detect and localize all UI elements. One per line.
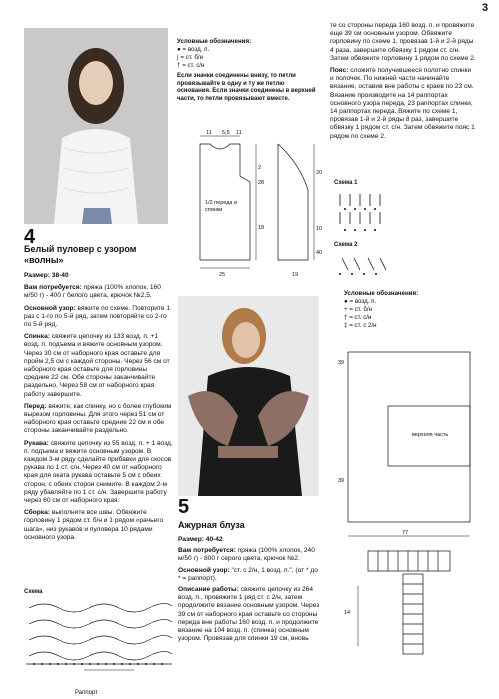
legend-item: † = ст. с/н	[177, 62, 205, 69]
model-image	[24, 28, 168, 224]
part-label: 1/2 переда и спинки	[205, 200, 238, 213]
dim-label: 20	[316, 170, 323, 176]
part-label: верхняя часть	[412, 432, 449, 438]
page-number: 3	[482, 2, 489, 14]
legend-item: ● = возд. п.	[344, 298, 377, 305]
sleeves-block: Рукава: свяжите цепочку из 55 возд. п. + 1 возд. п. подъема и вяжите основным узором. В каждом 3-м ряду сделайте прибавки для скосов рукава по 1 ст. с/н. Через 40 см от наборного края для оката рукава оставьте 5 см с обеих сторон, с обеих сторон снимите. В каждом 2-м ряду убавляйте по 1 ст. с/н. Завершите работу через 60 см от наборного края.	[24, 439, 173, 505]
work-block: Описание работы: свяжите цепочку из 264 возд. п., провяжите 1 ряд ст. с 2/н, затем продолжите вязание основным узором. Через 39 см от наборного края оставьте со стороны переда вне работы 160 возд. п. и продолжите вязание на 104 возд. п. (спинка) основным узором. Провязав для спинки 19 см, вновь	[178, 586, 320, 643]
dim-label: 11	[206, 130, 212, 136]
legend-item: ● = возд. п.	[177, 46, 210, 53]
back-block: Спинка: свяжите цепочку из 133 возд. п. +1 возд. п. подъема и вяжите основным узором. Через 30 см от наборного края оставьте для пройм 2,5 см с каждой стороны. Через 56 см от наборного края оставьте для горловины средние 22 см. Обе стороны заканчивайте раздельно. Через 58 см от наборного края работу завершите.	[24, 333, 170, 398]
right-paragraph-1: те со стороны переда 160 возд. п. и провяжите еще 39 см основным узором. Обвяжите горловину по схеме 1, провязав 1-й и 2-й ряды 4 раза, завершите обвязку 1 рядом ст. с/н. Затем обвяжите горловину 1 рядом по схеме 2.	[330, 22, 476, 62]
scheme1-label: Схема 1	[334, 180, 358, 186]
project-title: Белый пуловер с узором «волны»	[24, 244, 137, 265]
materials-block: Вам потребуется: пряжа (100% хлопок, 240 м/50 г) - 800 г серого цвета, крючок №2.	[178, 547, 315, 563]
stitch-chart-scheme1	[334, 190, 394, 234]
photo-white-pullover	[24, 28, 168, 224]
photo-lace-blouse	[178, 296, 319, 496]
dim-label: 18	[258, 225, 265, 231]
project-number: 4	[24, 226, 36, 248]
dim-label: 11	[236, 130, 242, 136]
dim-label: 25	[219, 272, 226, 278]
scheme2-label: Схема 2	[334, 242, 358, 248]
dim-label: 40	[316, 250, 323, 256]
stitch-chart-scheme2	[334, 252, 394, 278]
legend-note: Если значки соединены внизу, то петли провязывайте в одну и ту же петлю основания. Если значки соединены в верхней части, то петли провязывают вместе.	[177, 73, 316, 102]
legend-item: + = ст. б/н	[344, 306, 373, 313]
legend-item: | = ст. б/н	[177, 54, 204, 61]
dim-label: 2	[258, 165, 262, 171]
belt-block: Пояс: сложите получившееся полотно спинки и полочек. По нижней части начинайте вязание, оставив вне работы с краев по 23 см. Вязание производите на 14 раппортах основного узора переда, 23 раппортах спинки, 14 раппортах переда. Вяжите по схеме 1, провязав 1-й и 2-й ряды 8 раз, завершите обвязку 1 рядом ст. с/н. Затем обвяжите пояс 1 рядом по схеме 2.	[330, 67, 475, 140]
main-pattern-block: Основной узор: вяжите по схеме. Повторите 1 раз с 1-го по 5-й ряд, затем повторяйте со 2-го по 5-й ряд.	[24, 304, 171, 329]
dim-label: 28	[258, 180, 265, 186]
project-number: 5	[178, 496, 190, 518]
legend-title: Условные обозначения:	[177, 38, 252, 45]
legend-item: † = ст. с/н	[344, 314, 372, 321]
size-label: Размер: 40-42	[178, 536, 223, 543]
front-block: Перед: вяжите, как спинку, но с более глубоким вырезом горловины. Для этого через 51 см от наборного края оставьте средние 22 см и обе стороны заканчивайте раздельно.	[24, 402, 172, 435]
main-pattern-block: Основной узор: "ст. с 2/н, 1 возд. п.", (от * до * = раппорт).	[178, 566, 318, 582]
scheme-label: Схема	[24, 589, 43, 595]
size-label: Размер: 38-40	[24, 272, 69, 279]
dim-label: 5,5	[222, 130, 230, 136]
legend-title: Условные обозначения:	[344, 290, 419, 297]
materials-block: Вам потребуется: пряжа (100% хлопок, 160 м/50 г) - 400 г белого цвета, крючок №2,5.	[24, 284, 161, 300]
dim-label: 39	[338, 478, 345, 484]
assembly-block: Сборка: выполните все швы. Обвяжите горловину 1 рядом ст. б/н и 1 рядом «рачьего шага», низ рукавов и пуловера 10 рядами основного узора.	[24, 509, 164, 541]
dim-label: 10	[316, 226, 323, 232]
dim-label: 19	[292, 272, 299, 278]
stitch-chart-waves	[24, 598, 174, 676]
pattern-diagram-blouse	[328, 346, 478, 676]
legend-item: ‡ = ст. с 2/н	[344, 322, 377, 329]
dim-label: 77	[402, 530, 409, 536]
model-image	[178, 296, 319, 496]
project-title: Ажурная блуза	[178, 520, 245, 530]
dim-label: 14	[344, 610, 351, 616]
dim-label: 39	[338, 360, 345, 366]
rapport-label: Раппорт	[75, 690, 98, 696]
